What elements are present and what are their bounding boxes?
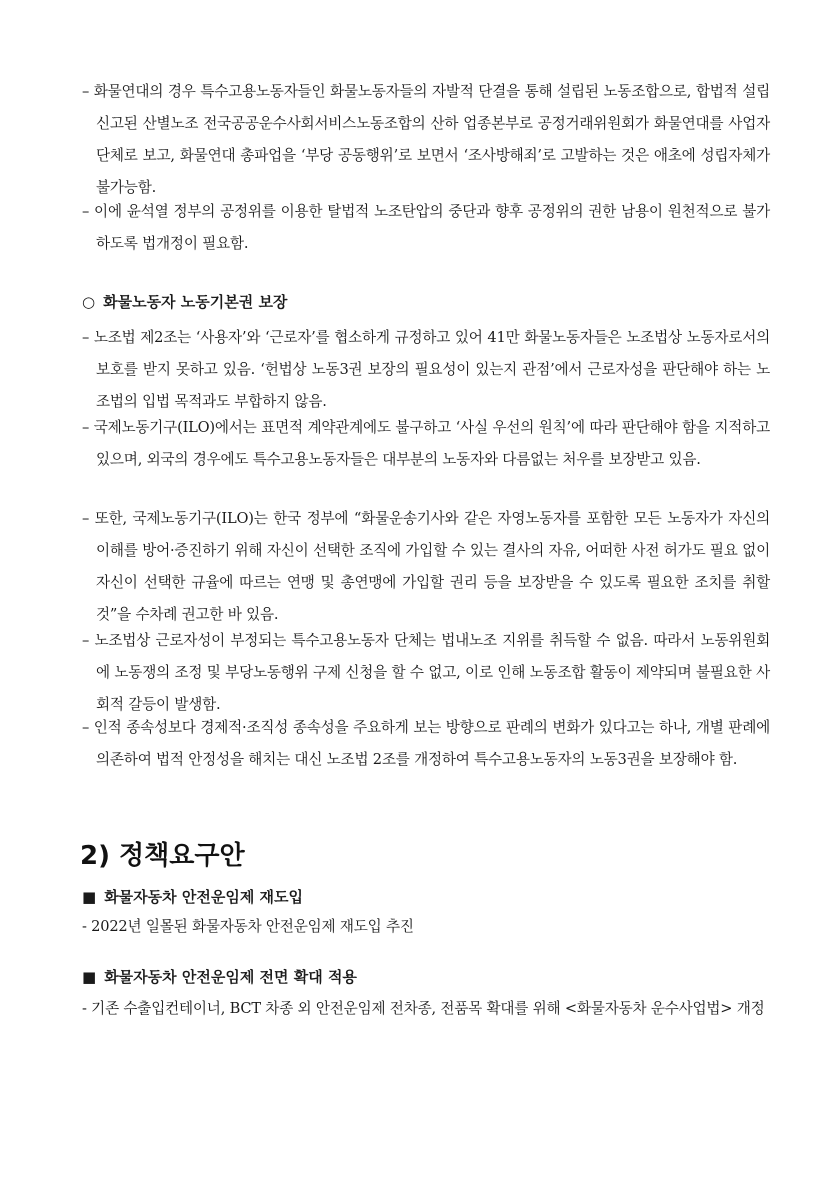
subheading-safe-freight-reintroduction bbox=[82, 884, 303, 910]
paragraph-ilo-recommendation: – 또한, 국제노동기구(ILO)는 한국 정부에 “화물운송기사와 같은 자영노동자를 포함한 모든 노동자가 자신의 이해를 방어·증진하기 위해 자신이 선택한 조직에 가입할 수 있는 결사의 자유, 어떠한 사전 허가도 필요 없이 자신이 선택한 규율에 따르는 연맹 및 총연맹에 가입할 권리 등을 보장받을 수 있도록 필요한 조치를 취할 것”을 수차례 권고한 바 있음. bbox=[82, 510, 770, 623]
paragraph-law-revision-need: – 이에 윤석열 정부의 공정위를 이용한 탈법적 노조탄압의 중단과 향후 공정위의 권한 남용이 원천적으로 불가하도록 법개정이 필요함. bbox=[82, 203, 770, 252]
bullet-reintroduction: - 2022년 일몰된 화물자동차 안전운임제 재도입 추진 bbox=[82, 918, 414, 935]
subheading-safe-freight-expansion bbox=[82, 964, 357, 990]
paragraph-cargo-union-status: – 화물연대의 경우 특수고용노동자들인 화물노동자들의 자발적 단결을 통해 설립된 노동조합으로, 합법적 설립신고된 산별노조 전국공공운수사회서비스노동조합의 산하 업종본부로 공정거래위원회가 화물연대를 사업자단체로 보고, 화물연대 총파업을 ‘부당 공동행위’로 보면서 ‘조사방해죄’로 고발하는 것은 애초에 성립자체가 불가능함. bbox=[82, 83, 770, 196]
subheading-text: 화물자동차 안전운임제 재도입 bbox=[104, 888, 304, 906]
square-bullet-icon: ■ bbox=[82, 968, 97, 986]
bullet-expansion: - 기존 수출입컨테이너, BCT 차종 외 안전운임제 전차종, 전품목 확대를 위해 <화물자동차 운수사업법> 개정 bbox=[82, 1000, 765, 1017]
paragraph-legal-union-status: – 노조법상 근로자성이 부정되는 특수고용노동자 단체는 법내노조 지위를 취득할 수 없음. 따라서 노동위원회에 노동쟁의 조정 및 부당노동행위 구제 신청을 할 수 없고, 이로 인해 노동조합 활동이 제약되며 불필요한 사회적 갈등이 발생함. bbox=[82, 632, 770, 713]
square-bullet-icon: ■ bbox=[82, 888, 97, 906]
heading-labor-rights-text: 화물노동자 노동기본권 보장 bbox=[103, 293, 288, 311]
paragraph-ilo-fact-principle: – 국제노동기구(ILO)에서는 표면적 계약관계에도 불구하고 ‘사실 우선의 원칙’에 따라 판단해야 함을 지적하고 있으며, 외국의 경우에도 특수고용노동자들은 대부분의 노동자와 다름없는 처우를 보장받고 있음. bbox=[82, 419, 770, 468]
section-title-policy-demands: 2) 정책요구안 bbox=[80, 841, 245, 871]
paragraph-economic-dependence: – 인적 종속성보다 경제적·조직성 종속성을 주요하게 보는 방향으로 판례의 변화가 있다고는 하나, 개별 판례에 의존하여 법적 안정성을 해치는 대신 노조법 2조를 개정하여 특수고용노동자의 노동3권을 보장해야 함. bbox=[82, 719, 770, 768]
heading-labor-rights bbox=[82, 290, 287, 314]
paragraph-union-act-article2: – 노조법 제2조는 ‘사용자’와 ‘근로자’를 협소하게 규정하고 있어 41만 화물노동자들은 노조법상 노동자로서의 보호를 받지 못하고 있음. ‘헌법상 노동3권 보장의 필요성이 있는지 관점’에서 근로자성을 판단해야 하는 노조법의 입법 목적과도 부합하지 않음. bbox=[82, 329, 770, 410]
subheading-text: 화물자동차 안전운임제 전면 확대 적용 bbox=[104, 968, 357, 986]
circle-bullet-icon: ○ bbox=[82, 293, 96, 311]
